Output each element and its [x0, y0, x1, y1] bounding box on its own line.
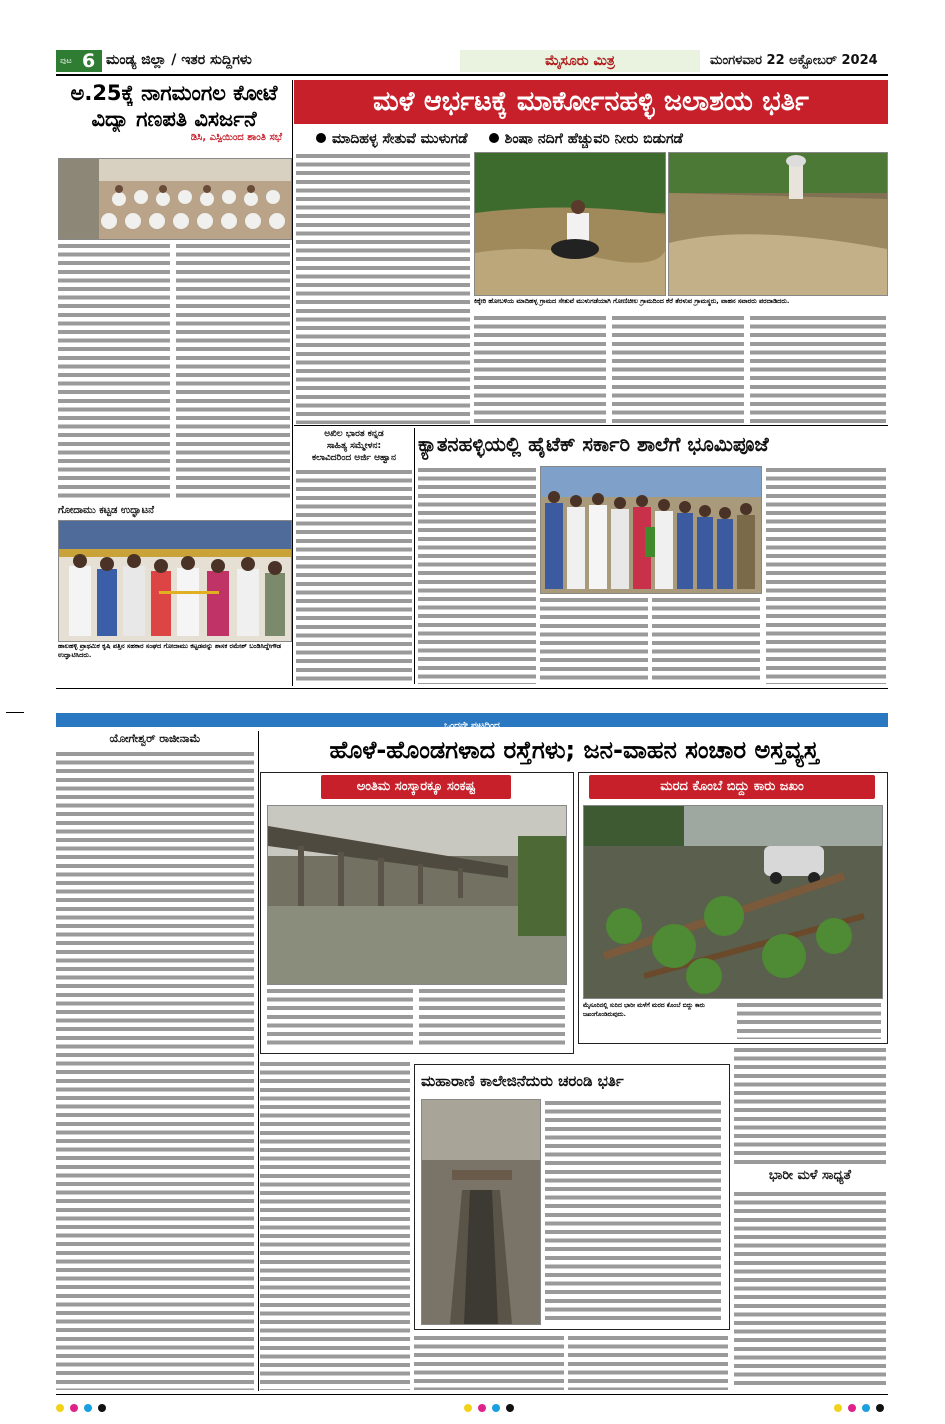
box-car-damaged: [578, 772, 888, 1044]
villager-wading-image: [669, 153, 887, 295]
column-rule: [294, 425, 888, 426]
registration-dot-icon: [464, 1404, 472, 1412]
issue-date: ಮಂಗಳವಾರ 22 ಅಕ್ಟೋಬರ್ 2024: [710, 53, 878, 68]
kyatanahalli-headline: ಕ್ಯಾತನಹಳ್ಳಿಯಲ್ಲಿ ಹೈಟೆಕ್ ಸರ್ಕಾರಿ ಶಾಲೆಗೆ ಭೂಮಿಪೂಜೆ: [418, 432, 769, 456]
markonahalli-headline: ಮಳೆ ಆರ್ಭಟಕ್ಕೆ ಮಾರ್ಕೋನಹಳ್ಳಿ ಜಲಾಶಯ ಭರ್ತಿ: [373, 86, 809, 117]
masthead: [56, 50, 888, 76]
rain-forecast-body: [734, 1190, 886, 1390]
page-number: 6: [82, 50, 96, 72]
bullet-dot-icon: [489, 133, 499, 143]
box-car-title-bar: [589, 775, 875, 799]
column-rule: [56, 688, 888, 689]
flood-photo-caption: ಕಿಕ್ಕೇರಿ ಹೋಬಳಿಯ ಮಾದಿಹಳ್ಳ ಗ್ರಾಮದ ಸೇತುವೆ ಮುಳುಗಡೆಯಾಗಿ ಗೋಣಿಚೀಲ ಗ್ರಾಮದಿಂದ ಕೆರೆ ತೆರಳುವ ಗ್ರಾಮಸ್ಥರು, ವಾಹನ ಸವಾರರು ಪರದಾಡಿದರು.: [474, 297, 790, 305]
kyatanahalli-body-col1: [418, 466, 536, 684]
sammelana-headline: [296, 428, 412, 464]
subhead: ಡಿಸಿ, ಎಸ್ಪಿಯಿಂದ ಶಾಂತಿ ಸಭೆ: [190, 132, 282, 143]
markonahalli-headline-band: [294, 80, 888, 124]
sammelana-line-1: ಅಖಿಲ ಭಾರತ ಕನ್ನಡ: [324, 429, 384, 439]
godown-photo-caption: ಹಾಲಹಳ್ಳಿ ಪ್ರಾಥಮಿಕ ಕೃಷಿ ಪತ್ತಿನ ಸಹಕಾರ ಸಂಘದ ಗೋದಾಮು ಕಟ್ಟಡವನ್ನು ಶಾಸಕ ರಮೇಶ್ ಬಂಡಿಸಿದ್ದೇಗೌಡ ಉದ್ಘಾಟಿಸಿದರು.: [58, 642, 282, 659]
roads-body-col3: [568, 1334, 728, 1390]
bhoomi-pooja-image: [541, 467, 761, 593]
column-rule: [258, 731, 259, 1391]
kyatanahalli-body-col2: [540, 596, 648, 684]
registration-dot-icon: [876, 1404, 884, 1412]
bullet-bridge-submerged: ಮಾದಿಹಳ್ಳ ಸೇತುವೆ ಮುಳುಗಡೆ: [332, 131, 468, 147]
car-photo-caption: ಮೈಸೂರಿನಲ್ಲಿ ಸುರಿದ ಭಾರೀ ಮಳೆಗೆ ಮರದ ಕೊಂಬೆ ಬಿದ್ದು ಕಾರು ಜಖಂಗೊಂಡಿರುವುದು.: [583, 1002, 705, 1018]
registration-dot-icon: [98, 1404, 106, 1412]
overflowing-drain-image: [422, 1100, 540, 1324]
registration-dot-icon: [478, 1404, 486, 1412]
photo-overflowing-drain: [421, 1099, 541, 1325]
registration-dot-icon: [506, 1404, 514, 1412]
photo-fallen-branch-car: [583, 805, 883, 999]
story-nagamangala-body-left: [58, 242, 170, 502]
box-funeral-title-bar: [321, 775, 511, 799]
funeral-body-col2: [419, 987, 565, 1049]
registration-dot-icon: [70, 1404, 78, 1412]
bullet-shimsha-river: ಶಿಂಷಾ ನದಿಗೆ ಹೆಚ್ಚುವರಿ ನೀರು ಬಿಡುಗಡೆ: [504, 131, 683, 147]
photo-flooded-bridge-bike: [474, 152, 666, 296]
markonahalli-body-col4: [750, 314, 886, 424]
sammelana-body-col1: [296, 468, 412, 682]
rain-forecast-headline: ಭಾರೀ ಮಳೆ ಸಾಧ್ಯತೆ: [768, 1168, 852, 1183]
funeral-body-col1: [267, 987, 413, 1049]
bullet-dot-icon: [316, 133, 326, 143]
box-funeral-title: ಅಂತಿಮ ಸಂಸ್ಕಾರಕ್ಕೂ ಸಂಕಷ್ಟ: [356, 779, 476, 794]
column-rule: [56, 1394, 888, 1395]
yogeshwar-body: [56, 750, 254, 1390]
photo-peace-meeting: [58, 158, 292, 240]
photo-flooded-crematorium: [267, 805, 567, 985]
page-label: ಪುಟ: [60, 56, 72, 65]
continued-banner-label: ಒಂದನೇ ಪುಟದಿಂದ: [444, 721, 500, 731]
yogeshwar-headline: ಯೋಗೇಶ್ವರ್ ರಾಜೀನಾಮೆ: [109, 732, 201, 745]
photo-godown-inauguration: [58, 520, 292, 642]
flooded-crematorium-image: [268, 806, 566, 984]
registration-dot-icon: [862, 1404, 870, 1412]
markonahalli-body-col2: [474, 314, 606, 424]
roads-body-col4: [734, 1046, 886, 1164]
markonahalli-body-col1: [296, 152, 470, 424]
column-rule: [414, 428, 415, 684]
flooded-bridge-bike-image: [475, 153, 665, 295]
roads-headline: ಹೊಳೆ-ಹೊಂಡಗಳಾದ ರಸ್ತೆಗಳು; ಜನ-ವಾಹನ ಸಂಚಾರ ಅಸ್ತವ್ಯಸ್ತ: [329, 736, 819, 764]
box-maharani-drain: [414, 1064, 730, 1330]
sammelana-line-2: ಸಾಹಿತ್ಯ ಸಮ್ಮೇಳನ:: [326, 441, 382, 451]
godown-subhead: ಗೋದಾಮು ಕಟ್ಟಡ ಉದ್ಘಾಟನೆ: [58, 505, 155, 516]
peace-meeting-image: [59, 159, 291, 239]
photo-villager-wading: [668, 152, 888, 296]
photo-bhoomi-pooja: [540, 466, 762, 594]
story-nagamangala-headline: [56, 80, 292, 143]
markonahalli-bullets: [300, 128, 888, 146]
sammelana-line-3: ಕಲಾವಿದರಿಂದ ಅರ್ಜಿ ಆಹ್ವಾನ: [311, 453, 397, 463]
fallen-branch-car-image: [584, 806, 882, 998]
page-number-badge: [56, 50, 102, 72]
roads-body-col1: [260, 1060, 410, 1390]
godown-inauguration-image: [59, 521, 291, 641]
car-body: [737, 1001, 881, 1039]
registration-dot-icon: [848, 1404, 856, 1412]
continued-banner: [56, 713, 888, 731]
markonahalli-body-col3: [612, 314, 744, 424]
story-nagamangala-body-right: [176, 242, 290, 502]
roads-body-col2: [414, 1334, 564, 1390]
column-rule: [292, 80, 293, 686]
registration-marks: [56, 1404, 888, 1416]
registration-dot-icon: [56, 1404, 64, 1412]
registration-dot-icon: [84, 1404, 92, 1412]
headline-line-1: ಅ.25ಕ್ಕೆ ನಾಗಮಂಗಲ ಕೋಟೆ: [70, 81, 278, 105]
paper-name: [460, 50, 700, 72]
box-funeral-hardship: [260, 772, 574, 1054]
maharani-headline: ಮಹಾರಾಣಿ ಕಾಲೇಜಿನೆದುರು ಚರಂಡಿ ಭರ್ತಿ: [421, 1072, 624, 1090]
registration-dot-icon: [492, 1404, 500, 1412]
box-car-title: ಮರದ ಕೊಂಬೆ ಬಿದ್ದು ಕಾರು ಜಖಂ: [660, 779, 804, 794]
headline-line-2: ವಿದ್ಯಾ ಗಣಪತಿ ವಿಸರ್ಜನೆ: [91, 107, 257, 131]
kyatanahalli-body-col4: [766, 466, 886, 684]
kyatanahalli-body-col3: [652, 596, 760, 684]
section-title: ಮಂಡ್ಯ ಜಿಲ್ಲಾ / ಇತರ ಸುದ್ದಿಗಳು: [106, 52, 252, 68]
paper-name-text: ಮೈಸೂರು ಮಿತ್ರ: [545, 53, 615, 69]
registration-dot-icon: [834, 1404, 842, 1412]
maharani-body: [545, 1099, 721, 1323]
margin-tick: [6, 712, 24, 713]
